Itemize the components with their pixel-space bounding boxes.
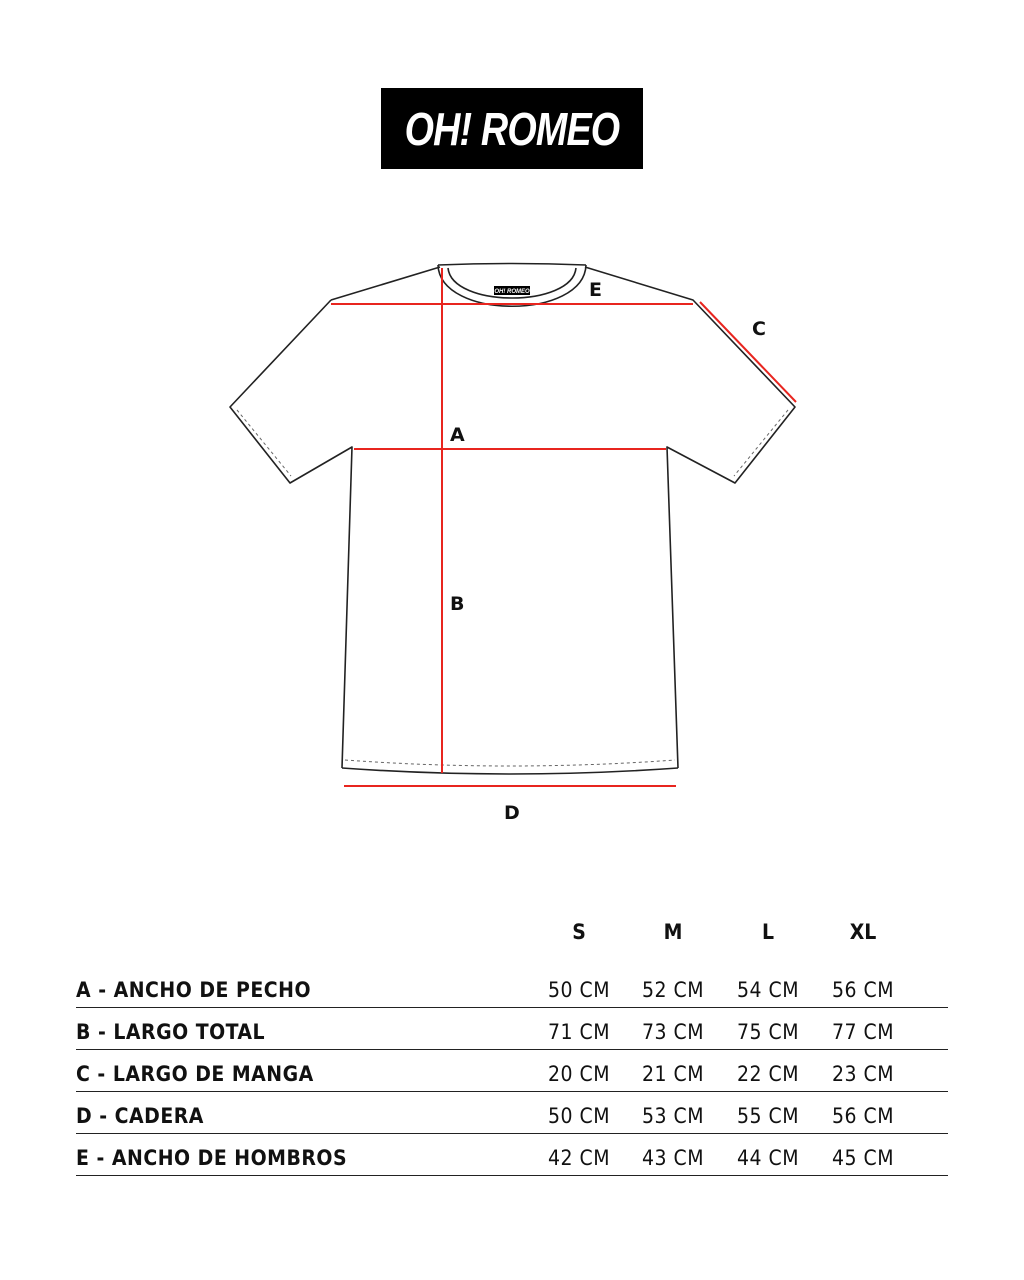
label-a: A [450, 424, 465, 446]
row-value: 52 CM [641, 978, 705, 1002]
svg-text:OH! ROMEO: OH! ROMEO [494, 289, 530, 295]
table-row [76, 966, 948, 1008]
size-header-m: M [663, 920, 683, 944]
row-value: 21 CM [641, 1062, 705, 1086]
label-b: B [450, 593, 465, 615]
measurement-lines [331, 268, 796, 786]
row-value: 50 CM [547, 1104, 611, 1128]
size-header-l: L [761, 920, 775, 944]
row-value: 71 CM [547, 1020, 611, 1044]
size-header-s: S [572, 920, 586, 944]
tshirt-measurement-diagram [0, 240, 1024, 840]
brand-logo [381, 88, 643, 169]
label-d: D [504, 802, 520, 824]
row-value: 45 CM [831, 1146, 895, 1170]
row-value: 42 CM [547, 1146, 611, 1170]
row-label: B - LARGO TOTAL [76, 1020, 266, 1044]
stitch-lines [237, 410, 788, 766]
row-value: 55 CM [736, 1104, 800, 1128]
row-label: A - ANCHO DE PECHO [76, 978, 312, 1002]
tshirt-outline [230, 264, 795, 775]
row-value: 43 CM [641, 1146, 705, 1170]
label-e: E [589, 279, 602, 301]
row-value: 44 CM [736, 1146, 800, 1170]
row-label: E - ANCHO DE HOMBROS [76, 1146, 348, 1170]
row-value: 22 CM [736, 1062, 800, 1086]
row-value: 50 CM [547, 978, 611, 1002]
row-value: 75 CM [736, 1020, 800, 1044]
size-header-row [76, 912, 948, 954]
row-value: 54 CM [736, 978, 800, 1002]
row-label: C - LARGO DE MANGA [76, 1062, 314, 1086]
size-table [76, 912, 948, 1176]
row-label: D - CADERA [76, 1104, 204, 1128]
row-value: 73 CM [641, 1020, 705, 1044]
neck-tag [494, 286, 530, 295]
row-value: 23 CM [831, 1062, 895, 1086]
logo-text: OH! ROMEO [404, 102, 620, 155]
row-value: 77 CM [831, 1020, 895, 1044]
table-row [76, 1092, 948, 1134]
row-value: 56 CM [831, 978, 895, 1002]
row-value: 20 CM [547, 1062, 611, 1086]
table-row [76, 1008, 948, 1050]
table-row [76, 1050, 948, 1092]
row-value: 53 CM [641, 1104, 705, 1128]
measure-line-c [700, 302, 796, 402]
label-c: C [752, 318, 766, 340]
size-header-xl: XL [849, 920, 877, 944]
table-row [76, 1134, 948, 1176]
row-value: 56 CM [831, 1104, 895, 1128]
